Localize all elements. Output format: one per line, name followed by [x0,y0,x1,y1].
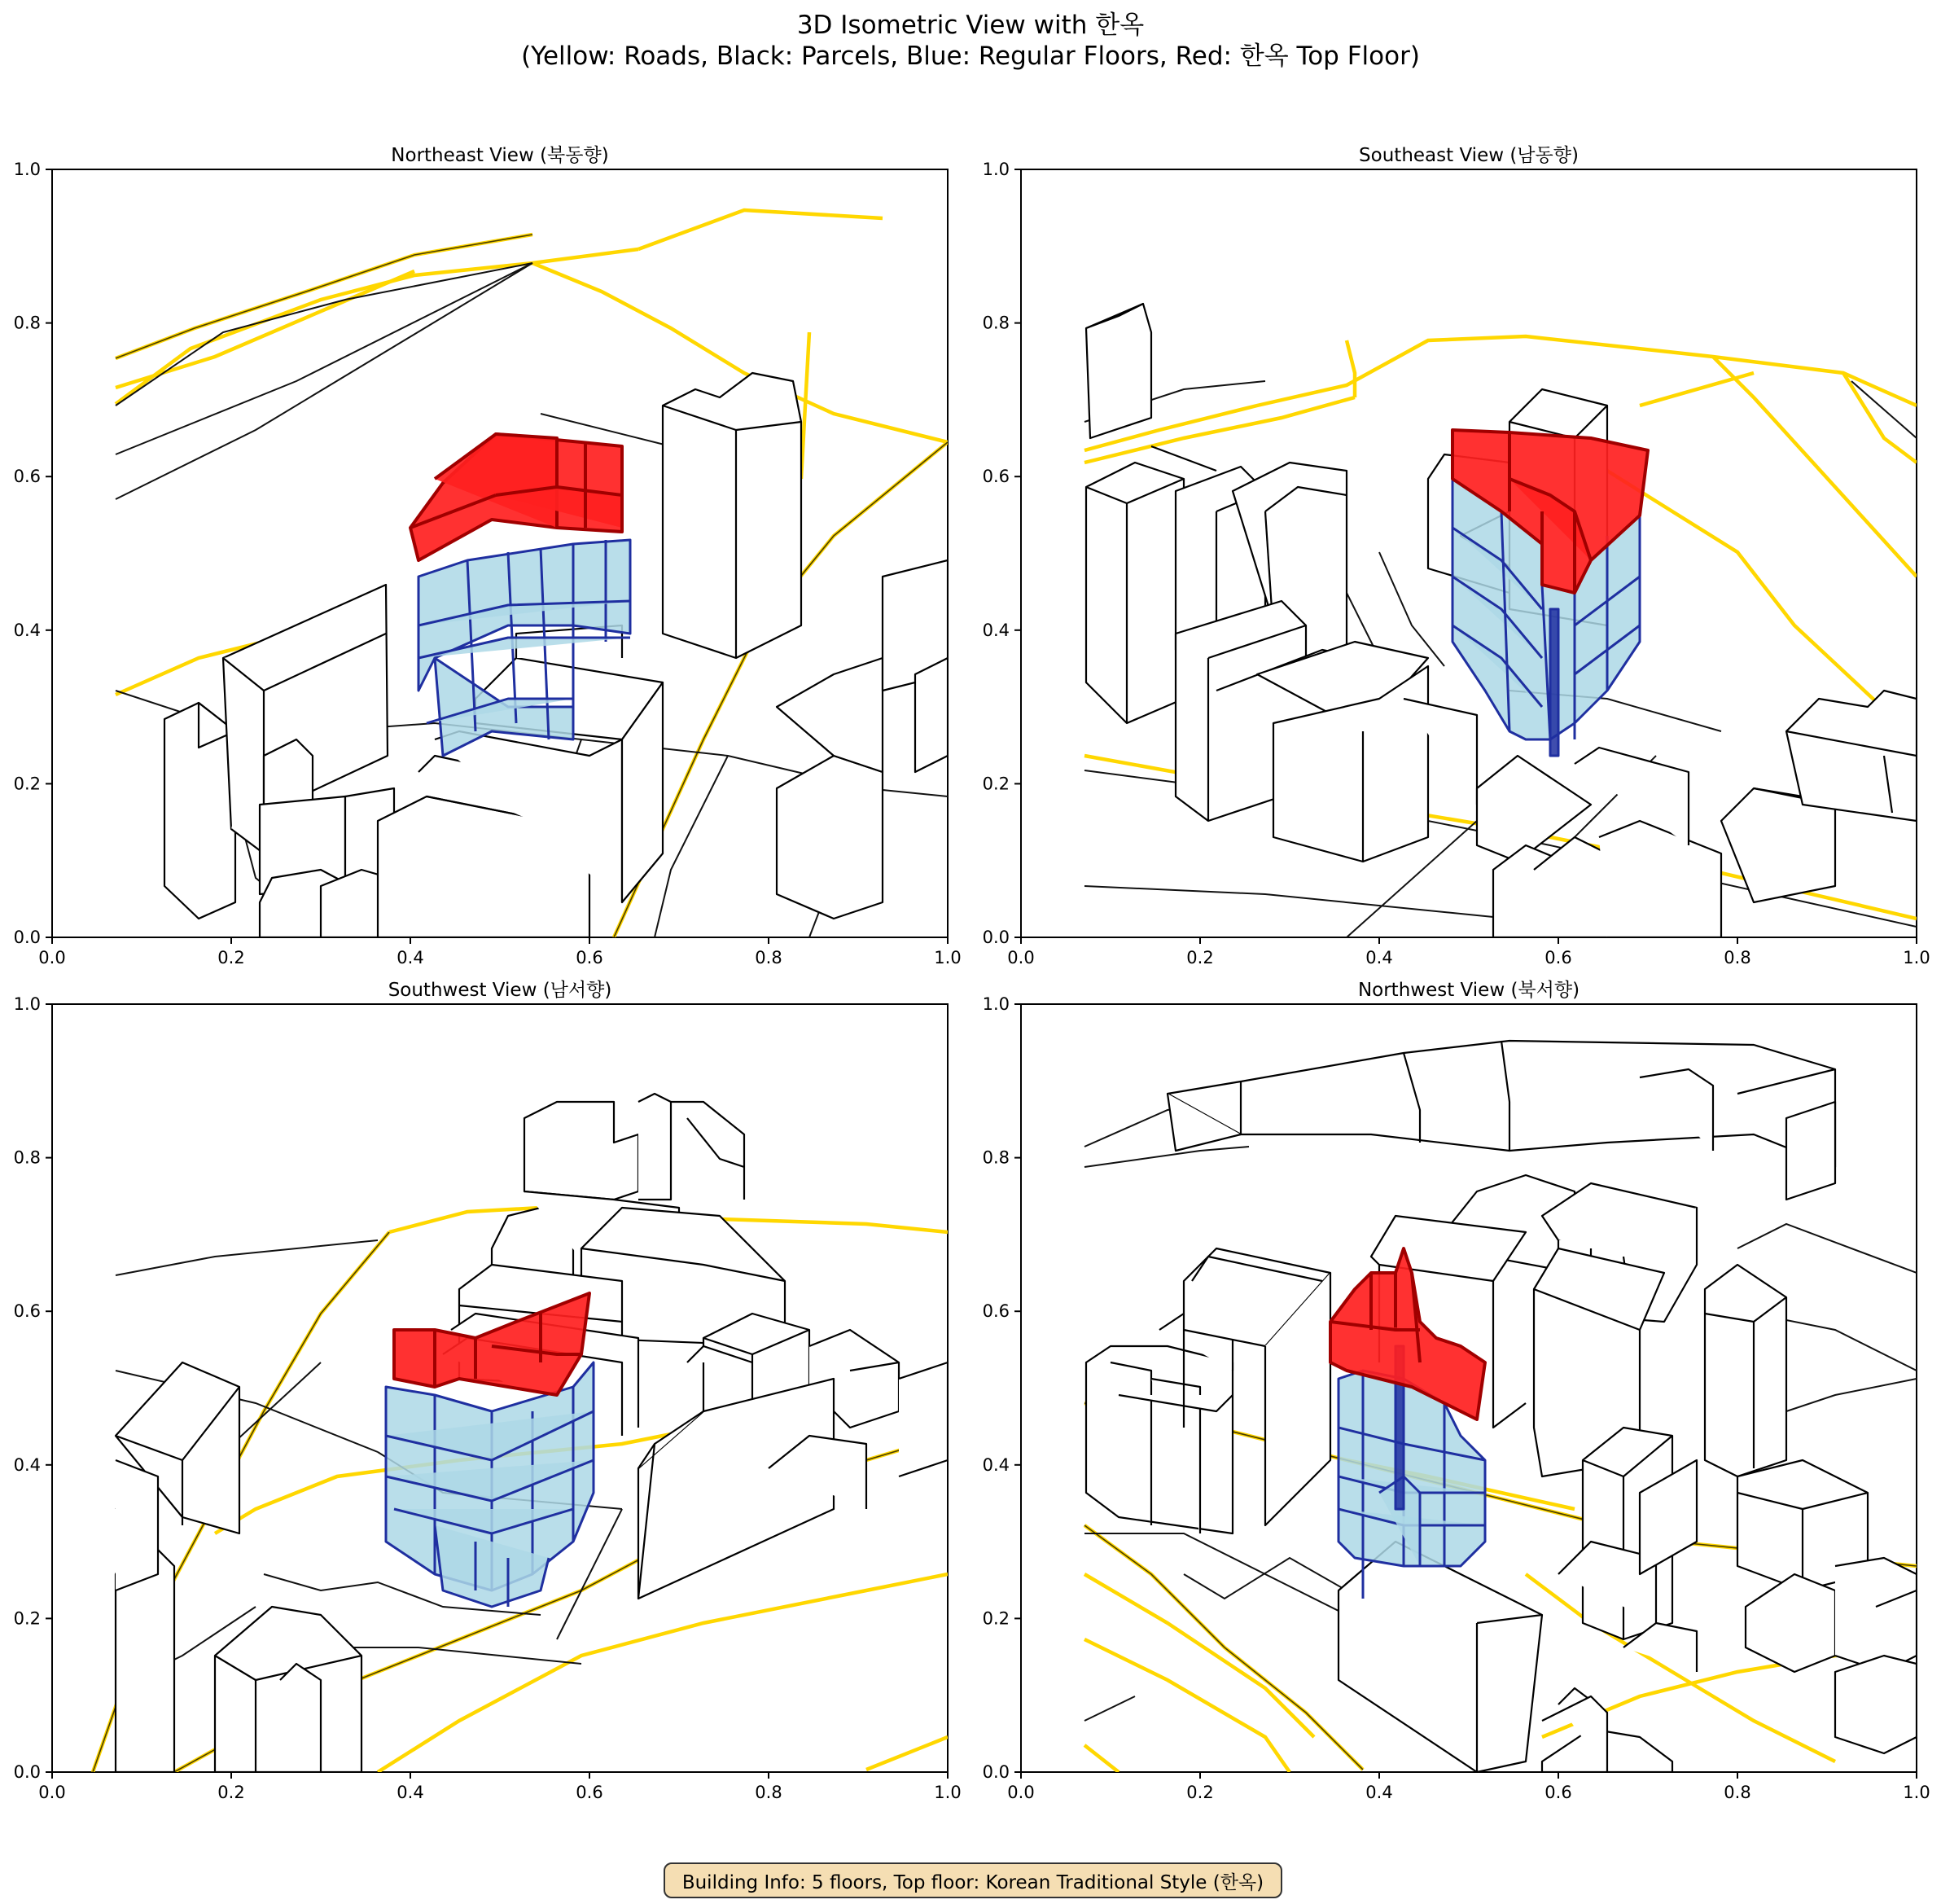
panel-southeast [969,155,1941,969]
nw-xtick-label: 0.8 [1724,1783,1751,1802]
sw-xtick-label: 1.0 [934,1783,962,1802]
sw-ytick-label: 0.2 [13,1608,41,1629]
ne-ytick-label: 0.8 [13,313,41,333]
figure-title-line2: (Yellow: Roads, Black: Parcels, Blue: Regular Floors, Red: 한옥 Top Floor) [521,42,1420,71]
panel-northeast [0,155,970,969]
se-ytick-label: 0.6 [982,467,1010,487]
nw-xtick-label: 1.0 [1903,1783,1930,1802]
se-xtick-label: 0.0 [1007,948,1035,967]
ne-ytick-label: 0.4 [13,620,41,640]
panel-southwest [0,989,970,1804]
nw-ytick-label: 0.8 [982,1147,1010,1168]
sw-xtick-label: 0.0 [38,1783,66,1802]
se-xtick-label: 0.8 [1724,948,1751,967]
panel-title-nw: Northwest View (북서향) [1357,980,1580,1001]
se-ytick-label: 0.0 [982,928,1010,947]
ne-xtick-label: 0.8 [755,948,782,967]
panel-title-se: Southeast View (남동향) [1359,145,1579,166]
sw-xtick-label: 0.6 [576,1783,603,1802]
building-info-box: Building Info: 5 floors, Top floor: Korean Traditional Style (한옥) [664,1862,1282,1898]
se-ytick-label: 1.0 [982,160,1010,179]
ne-ytick-label: 0.0 [13,928,41,947]
panel-northwest [969,989,1941,1804]
ne-xtick-label: 0.6 [576,948,603,967]
ne-ytick-label: 0.6 [13,467,41,487]
figure-title-line1: 3D Isometric View with 한옥 [796,11,1145,40]
se-xtick-label: 0.2 [1186,948,1214,967]
panel-title-ne: Northeast View (북동향) [391,145,609,166]
nw-ytick-label: 0.4 [982,1454,1010,1475]
nw-xtick-label: 0.4 [1365,1783,1393,1802]
ne-xtick-label: 0.0 [38,948,66,967]
ne-xtick-label: 0.2 [217,948,245,967]
ne-xtick-label: 0.4 [397,948,424,967]
panel-title-sw: Southwest View (남서향) [388,980,612,1001]
sw-ytick-label: 0.4 [13,1454,41,1475]
ne-hanok-top-floor [410,434,622,560]
se-ytick-label: 0.8 [982,313,1010,333]
sw-xtick-label: 0.8 [755,1783,782,1802]
nw-ytick-label: 0.6 [982,1301,1010,1322]
nw-xtick-label: 0.2 [1186,1783,1214,1802]
sw-xtick-label: 0.4 [397,1783,424,1802]
ne-ytick-label: 1.0 [13,160,41,179]
sw-xtick-label: 0.2 [217,1783,245,1802]
nw-xtick-label: 0.0 [1007,1783,1035,1802]
sw-ytick-label: 0.6 [13,1301,41,1322]
se-ytick-label: 0.2 [982,774,1010,794]
nw-ytick-label: 1.0 [982,994,1010,1014]
sw-ytick-label: 1.0 [13,994,41,1014]
se-xtick-label: 1.0 [1903,948,1930,967]
nw-ytick-label: 0.0 [982,1762,1010,1782]
nw-ytick-label: 0.2 [982,1608,1010,1629]
sw-ytick-label: 0.8 [13,1147,41,1168]
se-xtick-label: 0.6 [1544,948,1572,967]
se-ytick-label: 0.4 [982,620,1010,640]
ne-xtick-label: 1.0 [934,948,962,967]
ne-ytick-label: 0.2 [13,774,41,794]
nw-xtick-label: 0.6 [1544,1783,1572,1802]
sw-ytick-label: 0.0 [13,1762,41,1782]
sw-regular-floors [386,1362,594,1607]
se-xtick-label: 0.4 [1365,948,1393,967]
